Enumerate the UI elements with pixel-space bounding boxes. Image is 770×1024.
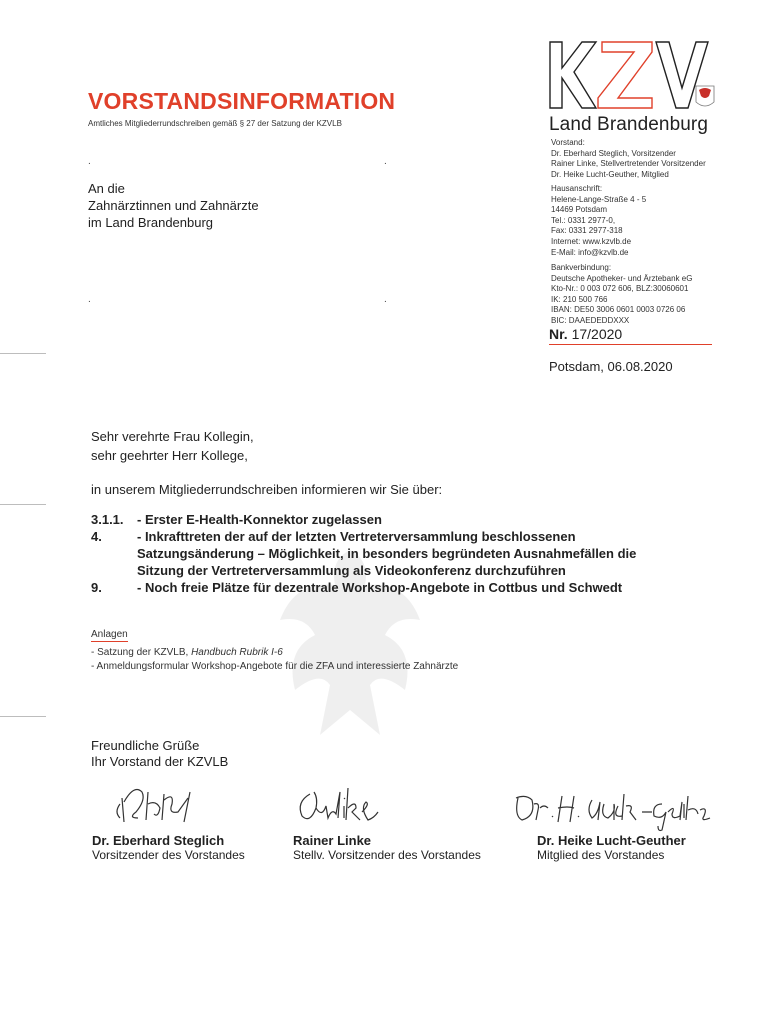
address-window-marker: . (88, 294, 91, 305)
board-info-line: Rainer Linke, Stellvertretender Vorsitzender (551, 159, 706, 169)
address-window-marker: . (384, 156, 387, 167)
closing-line: Ihr Vorstand der KZVLB (91, 754, 229, 769)
intro-text: in unserem Mitgliederrundschreiben informieren wir Sie über: (91, 482, 443, 497)
bank-line: Bankverbindung: (551, 263, 612, 272)
address-line: Helene-Lange-Straße 4 - 5 (551, 194, 647, 204)
board-info-line: Dr. Heike Lucht-Geuther, Mitglied (551, 169, 669, 179)
topic-item (91, 528, 697, 579)
address-window-marker: . (384, 294, 387, 305)
signature-linke-image (292, 778, 382, 835)
salutation (91, 427, 254, 465)
salutation-line: sehr geehrter Herr Kollege, (91, 448, 248, 463)
board-info-line: Dr. Eberhard Steglich, Vorsitzender (551, 148, 676, 158)
address-line: Hausanschrift: (551, 184, 603, 193)
circular-number (549, 326, 712, 345)
signatory-name: Dr. Eberhard Steglich (92, 833, 225, 848)
signature-steglich-image (108, 778, 208, 833)
board-info (551, 138, 706, 180)
logo-region-text: Land Brandenburg (549, 114, 709, 135)
address-line: Internet: www.kzvlb.de (551, 236, 632, 246)
signatory-role: Vorsitzender des Vorstandes (92, 848, 245, 862)
signature-block (537, 833, 686, 862)
closing-line: Freundliche Grüße (91, 738, 200, 753)
salutation-line: Sehr verehrte Frau Kollegin, (91, 429, 254, 444)
closing-block (91, 738, 228, 770)
topic-text: - Erster E-Health-Konnektor zugelassen (137, 512, 382, 527)
brandenburg-eagle-icon (696, 86, 714, 106)
signatory-role: Stellv. Vorsitzender des Vorstandes (293, 848, 481, 862)
letter-date: Potsdam, 06.08.2020 (549, 359, 673, 374)
address-line: E-Mail: info@kzvlb.de (551, 247, 629, 257)
address-info (551, 184, 646, 258)
signature-lucht-geuther-image (512, 786, 712, 837)
signatory-role: Mitglied des Vorstandes (537, 848, 665, 862)
attachment-reference: Handbuch Rubrik I-6 (191, 647, 283, 658)
signatory-name: Rainer Linke (293, 833, 372, 848)
circular-number-value: 17/2020 (571, 326, 623, 342)
address-line: Tel.: 0331 2977-0, (551, 215, 616, 225)
recipient-line: Zahnärztinnen und Zahnärzte (88, 198, 259, 213)
document-subtitle: Amtliches Mitgliederrundschreiben gemäß § 27 der Satzung der KZVLB (88, 119, 342, 128)
topic-text: - Noch freie Plätze für dezentrale Workshop-Angebote in Cottbus und Schwedt (137, 580, 623, 595)
bank-line: Deutsche Apotheker- und Ärztebank eG (551, 273, 693, 283)
board-info-line: Vorstand: (551, 138, 585, 147)
attachments-heading: Anlagen (91, 629, 128, 640)
circular-number-label: Nr. (549, 326, 568, 342)
topic-item (91, 511, 697, 528)
topic-number: 4. (91, 529, 102, 544)
signature-block (92, 833, 245, 862)
recipient-line: An die (88, 181, 125, 196)
signature-block (293, 833, 481, 862)
signatory-name: Dr. Heike Lucht-Geuther (537, 833, 686, 848)
topic-text: - Inkrafttreten der auf der letzten Vertreterversammlung beschlossenen Satzungsänderung – Möglichkeit, in besonders begründeten Ausnahmefällen die Sitzung der Vertreterversammlung als Videokonferenz durchzuführen (137, 529, 637, 578)
attachment-item (91, 646, 458, 660)
topic-item (91, 579, 697, 596)
topic-number: 3.1.1. (91, 512, 124, 527)
fold-mark (0, 504, 46, 505)
address-line: 14469 Potsdam (551, 205, 608, 215)
bank-line: IBAN: DE50 3006 0601 0003 0726 06 (551, 305, 686, 315)
bank-info (551, 263, 692, 327)
attachment-item (91, 660, 458, 674)
topic-list (91, 511, 697, 596)
fold-mark (0, 353, 46, 354)
bank-line: IK: 210 500 766 (551, 294, 608, 304)
address-window-marker: . (88, 156, 91, 167)
attachment-text: - Satzung der KZVLB, (91, 647, 192, 658)
topic-number: 9. (91, 580, 102, 595)
kzv-logo (548, 40, 718, 117)
attachment-text: - Anmeldungsformular Workshop-Angebote für die ZFA und interessierte Zahnärzte (91, 661, 459, 672)
bank-line: Kto-Nr.: 0 003 072 606, BLZ:30060601 (551, 284, 689, 294)
fold-mark (0, 716, 46, 717)
recipient-block (88, 180, 259, 231)
attachments-list (91, 646, 458, 674)
document-title: VORSTANDSINFORMATION (88, 88, 396, 114)
address-line: Fax: 0331 2977-318 (551, 226, 623, 236)
bank-line: BIC: DAAEDEDDXXX (551, 315, 630, 325)
recipient-line: im Land Brandenburg (88, 215, 214, 230)
